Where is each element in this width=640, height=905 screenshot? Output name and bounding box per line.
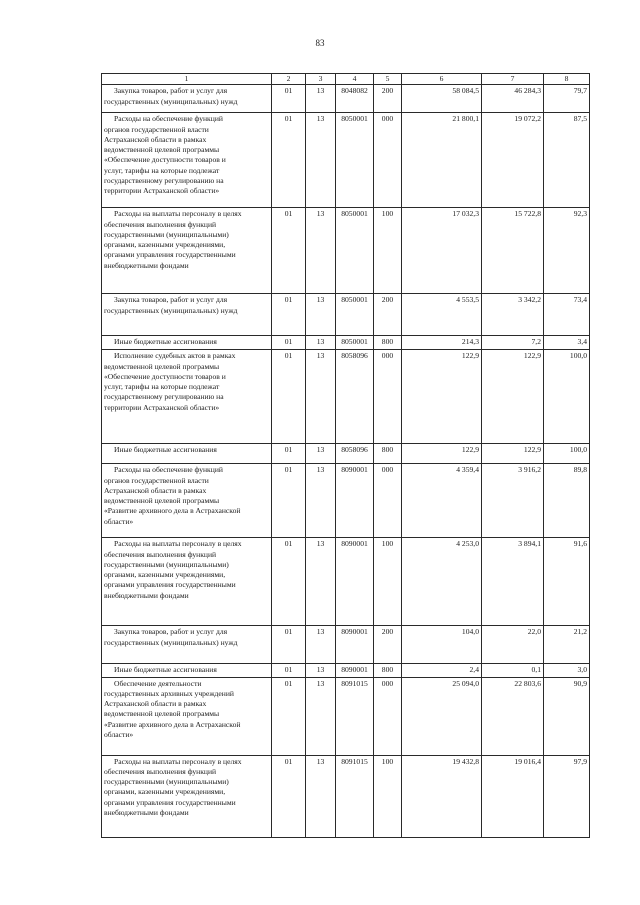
description-line: государственному регулированию на bbox=[104, 392, 224, 402]
header-cell: 2 bbox=[272, 74, 306, 85]
cell-col3: 13 bbox=[306, 664, 336, 677]
cell-col8: 3,0 bbox=[544, 664, 590, 677]
description-line: Исполнение судебных актов в рамках bbox=[114, 351, 236, 361]
description-line: внебюджетными фондами bbox=[104, 260, 189, 270]
cell-col3: 13 bbox=[306, 626, 336, 664]
cell-col7: 3 894,1 bbox=[482, 538, 544, 626]
table-row bbox=[102, 677, 590, 755]
description-line: ведомственной целевой программы bbox=[104, 361, 220, 371]
description-line: органов государственной власти bbox=[104, 475, 209, 485]
table-row bbox=[102, 444, 590, 464]
description-line: ведомственной целевой программы bbox=[104, 496, 220, 505]
cell-col5: 000 bbox=[374, 464, 402, 538]
description-line: Иные бюджетные ассигнования bbox=[114, 665, 217, 675]
cell-col4: 8090001 bbox=[336, 664, 374, 677]
cell-col7: 7,2 bbox=[482, 336, 544, 350]
description-line: услуг, тарифы на которые подлежат bbox=[104, 165, 220, 175]
cell-col6: 21 800,1 bbox=[402, 113, 482, 208]
description-line: государственных (муниципальных) нужд bbox=[104, 96, 238, 106]
cell-col5: 200 bbox=[374, 294, 402, 336]
table-row bbox=[102, 350, 590, 444]
description-line: Обеспечение деятельности bbox=[114, 678, 202, 688]
cell-col5: 100 bbox=[374, 208, 402, 294]
cell-col8: 79,7 bbox=[544, 85, 590, 113]
description-line: органами, казенными учреждениями, bbox=[104, 787, 226, 797]
row-description bbox=[102, 85, 272, 113]
description-line: территории Астраханской области» bbox=[104, 402, 220, 412]
cell-col5: 000 bbox=[374, 113, 402, 208]
cell-col5: 800 bbox=[374, 664, 402, 677]
row-description bbox=[102, 113, 272, 208]
cell-col6: 2,4 bbox=[402, 664, 482, 677]
cell-col6: 25 094,0 bbox=[402, 677, 482, 755]
description-line: органами, казенными учреждениями, bbox=[104, 570, 226, 579]
description-line: внебюджетными фондами bbox=[104, 590, 189, 600]
cell-col6: 58 084,5 bbox=[402, 85, 482, 113]
description-line: Расходы на обеспечение функций bbox=[114, 465, 223, 475]
description-line: государственными (муниципальными) bbox=[104, 559, 229, 569]
cell-col7: 122,9 bbox=[482, 350, 544, 444]
cell-col2: 01 bbox=[272, 677, 306, 755]
cell-col5: 800 bbox=[374, 336, 402, 350]
cell-col4: 8090001 bbox=[336, 626, 374, 664]
row-description bbox=[102, 444, 272, 464]
description-line: области» bbox=[104, 516, 134, 526]
cell-col5: 100 bbox=[374, 538, 402, 626]
row-description bbox=[102, 755, 272, 837]
cell-col7: 46 284,3 bbox=[482, 85, 544, 113]
cell-col5: 000 bbox=[374, 350, 402, 444]
cell-col2: 01 bbox=[272, 336, 306, 350]
header-cell: 4 bbox=[336, 74, 374, 85]
cell-col8: 97,9 bbox=[544, 755, 590, 837]
cell-col3: 13 bbox=[306, 538, 336, 626]
description-line: государственными (муниципальными) bbox=[104, 229, 229, 239]
row-description bbox=[102, 464, 272, 538]
description-line: Расходы на обеспечение функций bbox=[114, 114, 223, 124]
cell-col5: 000 bbox=[374, 677, 402, 755]
cell-col6: 214,3 bbox=[402, 336, 482, 350]
cell-col3: 13 bbox=[306, 336, 336, 350]
cell-col2: 01 bbox=[272, 755, 306, 837]
row-description bbox=[102, 208, 272, 294]
description-line: органами, казенными учреждениями, bbox=[104, 240, 226, 249]
cell-col8: 100,0 bbox=[544, 350, 590, 444]
table-row bbox=[102, 538, 590, 626]
cell-col6: 4 553,5 bbox=[402, 294, 482, 336]
cell-col3: 13 bbox=[306, 294, 336, 336]
table-row bbox=[102, 208, 590, 294]
description-line: ведомственной целевой программы bbox=[104, 709, 220, 719]
description-line: Закупка товаров, работ и услуг для bbox=[114, 86, 228, 96]
cell-col4: 8050001 bbox=[336, 294, 374, 336]
cell-col5: 800 bbox=[374, 444, 402, 464]
cell-col5: 100 bbox=[374, 755, 402, 837]
cell-col7: 122,9 bbox=[482, 444, 544, 464]
description-line: обеспечения выполнения функций bbox=[104, 549, 217, 559]
cell-col7: 22,0 bbox=[482, 626, 544, 664]
table-row bbox=[102, 294, 590, 336]
budget-table bbox=[101, 73, 590, 838]
description-line: услуг, тарифы на которые подлежат bbox=[104, 382, 220, 391]
table-row bbox=[102, 664, 590, 677]
description-line: органами управления государственными bbox=[104, 797, 236, 807]
row-description bbox=[102, 626, 272, 664]
row-description bbox=[102, 336, 272, 350]
cell-col8: 87,5 bbox=[544, 113, 590, 208]
table-row bbox=[102, 336, 590, 350]
cell-col7: 15 722,8 bbox=[482, 208, 544, 294]
cell-col2: 01 bbox=[272, 113, 306, 208]
description-line: государственных (муниципальных) нужд bbox=[104, 637, 238, 647]
description-line: Расходы на выплаты персоналу в целях bbox=[114, 209, 242, 219]
description-line: Иные бюджетные ассигнования bbox=[114, 337, 217, 347]
cell-col2: 01 bbox=[272, 208, 306, 294]
table-header-row bbox=[102, 74, 590, 85]
row-description bbox=[102, 664, 272, 677]
cell-col8: 21,2 bbox=[544, 626, 590, 664]
cell-col6: 4 253,0 bbox=[402, 538, 482, 626]
cell-col6: 122,9 bbox=[402, 444, 482, 464]
description-line: государственными (муниципальными) bbox=[104, 777, 229, 786]
cell-col7: 22 803,6 bbox=[482, 677, 544, 755]
cell-col8: 3,4 bbox=[544, 336, 590, 350]
page-number: 83 bbox=[315, 38, 325, 48]
cell-col2: 01 bbox=[272, 538, 306, 626]
description-line: «Обеспечение доступности товаров и bbox=[104, 155, 226, 165]
cell-col4: 8091015 bbox=[336, 677, 374, 755]
cell-col7: 3 342,2 bbox=[482, 294, 544, 336]
cell-col2: 01 bbox=[272, 626, 306, 664]
cell-col8: 90,9 bbox=[544, 677, 590, 755]
description-line: ведомственной целевой программы bbox=[104, 145, 220, 154]
cell-col2: 01 bbox=[272, 444, 306, 464]
description-line: государственному регулированию на bbox=[104, 175, 224, 185]
table-row bbox=[102, 113, 590, 208]
cell-col4: 8058096 bbox=[336, 444, 374, 464]
header-cell: 6 bbox=[402, 74, 482, 85]
cell-col2: 01 bbox=[272, 664, 306, 677]
description-line: Закупка товаров, работ и услуг для bbox=[114, 627, 228, 637]
description-line: обеспечения выполнения функций bbox=[104, 766, 217, 776]
cell-col3: 13 bbox=[306, 464, 336, 538]
description-line: органов государственной власти bbox=[104, 124, 209, 134]
table-row bbox=[102, 464, 590, 538]
header-cell: 5 bbox=[374, 74, 402, 85]
description-line: Расходы на выплаты персоналу в целях bbox=[114, 539, 242, 549]
description-line: Астраханской области в рамках bbox=[104, 485, 207, 495]
table-row bbox=[102, 85, 590, 113]
cell-col8: 100,0 bbox=[544, 444, 590, 464]
header-cell: 1 bbox=[102, 74, 272, 85]
description-line: государственных архивных учреждений bbox=[104, 688, 234, 698]
cell-col7: 0,1 bbox=[482, 664, 544, 677]
description-line: обеспечения выполнения функций bbox=[104, 219, 217, 229]
cell-col8: 91,6 bbox=[544, 538, 590, 626]
cell-col3: 13 bbox=[306, 444, 336, 464]
cell-col6: 104,0 bbox=[402, 626, 482, 664]
cell-col3: 13 bbox=[306, 755, 336, 837]
cell-col4: 8048082 bbox=[336, 85, 374, 113]
description-line: «Обеспечение доступности товаров и bbox=[104, 371, 226, 381]
description-line: территории Астраханской области» bbox=[104, 186, 220, 195]
cell-col2: 01 bbox=[272, 464, 306, 538]
description-line: Астраханской области в рамках bbox=[104, 699, 207, 708]
cell-col4: 8091015 bbox=[336, 755, 374, 837]
cell-col3: 13 bbox=[306, 113, 336, 208]
row-description bbox=[102, 677, 272, 755]
cell-col7: 19 016,4 bbox=[482, 755, 544, 837]
cell-col4: 8058096 bbox=[336, 350, 374, 444]
cell-col5: 200 bbox=[374, 626, 402, 664]
cell-col8: 92,3 bbox=[544, 208, 590, 294]
description-line: внебюджетными фондами bbox=[104, 807, 189, 817]
description-line: Закупка товаров, работ и услуг для bbox=[114, 295, 228, 305]
cell-col6: 19 432,8 bbox=[402, 755, 482, 837]
cell-col2: 01 bbox=[272, 350, 306, 444]
header-cell: 7 bbox=[482, 74, 544, 85]
description-line: Иные бюджетные ассигнования bbox=[114, 445, 217, 455]
cell-col2: 01 bbox=[272, 294, 306, 336]
table-row bbox=[102, 626, 590, 664]
description-line: области» bbox=[104, 729, 134, 739]
cell-col6: 4 359,4 bbox=[402, 464, 482, 538]
cell-col3: 13 bbox=[306, 677, 336, 755]
header-cell: 8 bbox=[544, 74, 590, 85]
cell-col2: 01 bbox=[272, 85, 306, 113]
description-line: органами управления государственными bbox=[104, 580, 236, 590]
row-description bbox=[102, 294, 272, 336]
description-line: органами управления государственными bbox=[104, 250, 236, 260]
table-row bbox=[102, 755, 590, 837]
cell-col8: 73,4 bbox=[544, 294, 590, 336]
description-line: «Развитие архивного дела в Астраханской bbox=[104, 506, 241, 516]
row-description bbox=[102, 350, 272, 444]
cell-col4: 8050001 bbox=[336, 113, 374, 208]
cell-col4: 8090001 bbox=[336, 464, 374, 538]
description-line: «Развитие архивного дела в Астраханской bbox=[104, 719, 241, 729]
row-description bbox=[102, 538, 272, 626]
cell-col4: 8050001 bbox=[336, 208, 374, 294]
description-line: Расходы на выплаты персоналу в целях bbox=[114, 756, 242, 766]
cell-col3: 13 bbox=[306, 85, 336, 113]
cell-col5: 200 bbox=[374, 85, 402, 113]
cell-col6: 17 032,3 bbox=[402, 208, 482, 294]
cell-col6: 122,9 bbox=[402, 350, 482, 444]
cell-col4: 8090001 bbox=[336, 538, 374, 626]
cell-col8: 89,8 bbox=[544, 464, 590, 538]
header-cell: 3 bbox=[306, 74, 336, 85]
cell-col7: 3 916,2 bbox=[482, 464, 544, 538]
description-line: Астраханской области в рамках bbox=[104, 134, 207, 144]
description-line: государственных (муниципальных) нужд bbox=[104, 305, 238, 315]
cell-col7: 19 072,2 bbox=[482, 113, 544, 208]
cell-col3: 13 bbox=[306, 208, 336, 294]
cell-col4: 8050001 bbox=[336, 336, 374, 350]
cell-col3: 13 bbox=[306, 350, 336, 444]
